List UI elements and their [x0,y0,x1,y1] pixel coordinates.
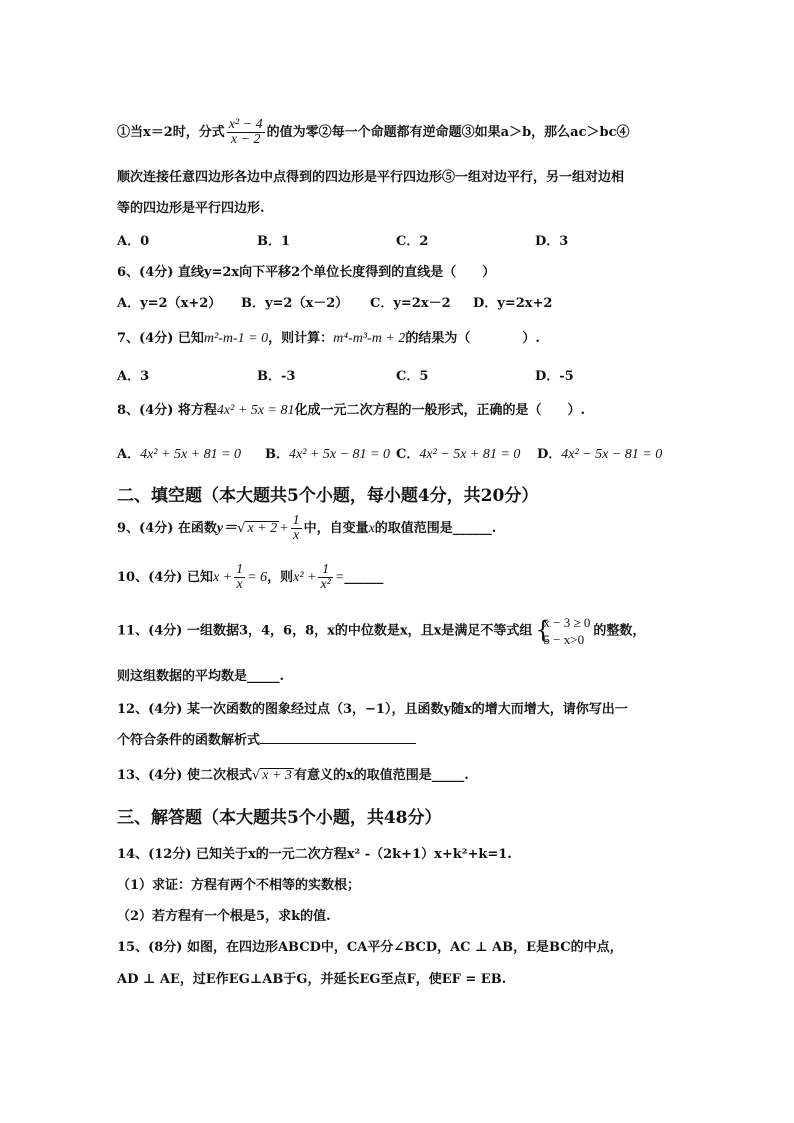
q10-x2: x² + [293,570,317,585]
q9-x: x [368,521,375,536]
q7-mid: ，则计算： [268,331,334,346]
q12-line2-text: 个符合条件的函数解析式 [117,733,261,748]
q13-stem: 13、(4分) 使二次根式√ x + 3 有意义的x的取值范围是_____. [117,768,469,783]
q8-option-c-label: C． [396,447,420,462]
q13-prefix: 13、(4分) 使二次根式 [117,768,252,783]
q11-suffix: 的整数， [593,623,646,639]
q7-option-a: A．3 [117,369,150,384]
q11-prefix: 11、(4分) 一组数据3，4，6，8，x的中位数是x，且x是满足不等式组 [117,623,533,639]
q5-frac-den: x − 2 [230,132,261,147]
q11-ineq-2: 5 − x>0 [543,632,585,647]
q7-suffix: 的结果为（ ）. [405,331,540,346]
q15-line1: 15、(8分) 如图，在四边形ABCD中，CA平分∠BCD，AC ⊥ AB，E是BC的中点， [117,940,623,955]
q9-frac-num: 1 [292,513,300,528]
q7-prefix: 7、(4分) 已知 [117,331,204,346]
q12-line1: 12、(4分) 某一次函数的图象经过点（3，−1），且函数y随x的增大而增大，请你写出一 [117,702,628,717]
q5-option-a: A．0 [117,234,150,249]
q11-line2: 则这组数据的平均数是_____. [117,669,285,684]
q13-sqrt: x + 3 [262,768,292,783]
q8-option-a-label: A． [117,447,141,462]
q5-option-c: C．2 [396,234,429,249]
q5-text-a: ①当x＝2时，分式 [117,125,225,140]
q5-option-b: B．1 [257,234,291,249]
q15-line2: AD ⊥ AE，过E作EG⊥AB于G，并延长EG至点F，使EF = EB. [117,972,507,987]
q8-option-d-label: D． [537,447,562,462]
q9-y: y＝ [216,521,238,536]
q14-part2: （2）若方程有一个根是5，求k的值. [117,909,331,924]
q8-option-c [396,443,520,463]
q9-frac-den: x [292,528,300,543]
q9-suffix: 的取值范围是______. [374,521,497,536]
q13-suffix: 有意义的x的取值范围是_____. [293,768,469,783]
q5-line3: 等的四边形是平行四边形. [117,201,265,216]
q8-option-d-expr: 4x² − 5x − 81 = 0 [561,447,663,462]
q8-option-a-expr: 4x² + 5x + 81 = 0 [140,447,242,462]
q12-answer-blank [260,731,416,744]
q7-stem [117,327,540,347]
q14-part1: （1）求证：方程有两个不相等的实数根； [117,878,361,893]
q10-blank: ______ [344,570,384,585]
q10-f1-num: 1 [236,562,244,577]
q10-mid: ，则 [267,570,294,585]
q6-stem: 6、(4分) 直线y=2x向下平移2个单位长度得到的直线是（ ） [117,265,496,280]
q6-option-c: C．y=2x－2 [370,296,451,311]
q6-option-a: A．y=2（x+2） [117,296,222,311]
q10-stem [117,563,383,592]
q5-frac-num: x² − 4 [228,117,263,132]
q5-text-b: 的值为零②每一个命题都有逆命题③如果a＞b，那么ac＞bc④ [266,125,630,140]
q9-mid: 中，自变量 [303,521,369,536]
q12-line2 [117,729,416,748]
q7-condition: m²-m-1 = 0 [203,331,269,346]
q11-stem [117,614,645,648]
q7-option-b: B．-3 [257,369,296,384]
q8-option-b-expr: 4x² + 5x − 81 = 0 [289,447,390,462]
q8-stem [117,399,585,419]
q9-stem: 9、(4分) 在函数y＝√ x + 2 + $\frac{1}{x}$ 中，自变量x的取值范围是______. [117,513,497,543]
q8-prefix: 8、(4分) 将方程 [117,403,217,418]
q8-option-a [117,443,241,463]
section-2-heading: 二、填空题（本大题共5个小题，每小题4分，共20分） [117,486,539,506]
q9-fraction [291,514,302,543]
q9-plus: + [279,521,289,536]
q10-f2-num: 1 [318,563,332,578]
q8-option-b [265,443,390,463]
q11-inequality-system: { x − 3 ≥ 0 5 − x>0 [535,615,591,647]
q8-option-b-label: B． [265,447,289,462]
q8-option-d [537,443,662,463]
q7-expression: m⁴-m³-m + 2 [333,331,406,346]
q5-option-d: D．3 [535,234,569,249]
q8-option-c-expr: 4x² − 5x + 81 = 0 [419,447,521,462]
q10-eq2: = [334,570,345,585]
q9-sqrt: x + 2 [247,521,278,536]
q8-equation: 4x² + 5x = 81 [216,403,295,418]
q10-f1-den: x [236,577,243,592]
section-3-heading: 三、解答题（本大题共5个小题，共48分） [117,808,442,828]
q9-prefix: 9、(4分) 在函数 [117,521,217,536]
q7-option-d: D．-5 [535,369,574,384]
q10-x: x + [212,570,233,585]
q10-f2-den: x² [320,577,331,592]
q6-option-d: D．y=2x+2 [473,296,553,311]
q10-fraction-2 [318,563,332,592]
q5-fraction [227,118,265,147]
q10-prefix: 10、(4分) 已知 [117,570,213,585]
q8-suffix: 化成一元二次方程的一般形式，正确的是（ ）. [294,403,585,418]
q11-ineq-1: x − 3 ≥ 0 [543,615,591,630]
q10-eq: = 6 [247,570,268,585]
q6-option-b: B．y=2（x－2） [241,296,349,311]
q5-line1 [117,118,630,147]
q7-option-c: C．5 [396,369,429,384]
q10-fraction-1 [234,563,245,592]
q5-line2: 顺次连接任意四边形各边中点得到的四边形是平行四边形⑤一组对边平行，另一组对边相 [117,170,625,185]
q14-stem: 14、(12分) 已知关于x的一元二次方程x² -（2k+1）x+k²+k=1. [117,847,512,862]
